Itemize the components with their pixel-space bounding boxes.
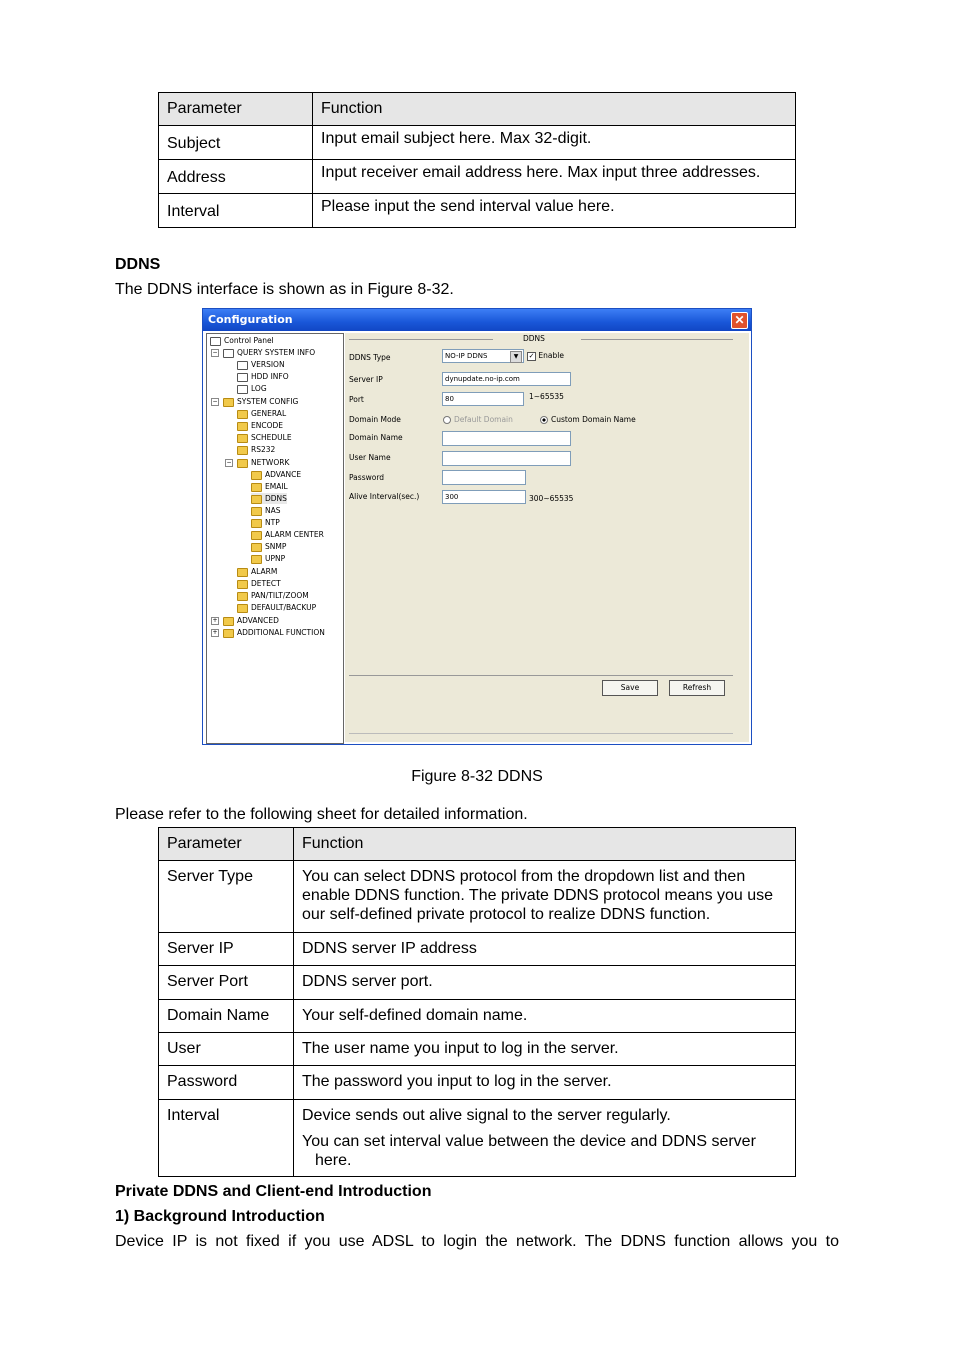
table-header-function: Function — [294, 828, 796, 861]
folder-icon — [251, 483, 262, 492]
interval-line-1: Device sends out alive signal to the server regularly. — [302, 1107, 671, 1124]
tree-item[interactable]: ADVANCE — [251, 469, 301, 480]
title-bar[interactable] — [203, 309, 751, 331]
background-heading: 1) Background Introduction — [115, 1208, 325, 1225]
table-cell: Password — [159, 1066, 294, 1100]
table-cell: Domain Name — [159, 1000, 294, 1033]
server-ip-label: Server IP — [349, 375, 383, 384]
expand-icon[interactable]: + — [212, 617, 218, 624]
default-domain-radio[interactable]: Default Domain — [443, 415, 513, 424]
alive-range: 300~65535 — [529, 494, 574, 503]
computer-icon — [210, 337, 221, 346]
table-cell: Server IP — [159, 933, 294, 966]
folder-icon — [237, 446, 248, 455]
table-cell: Input receiver email address here. Max input three addresses. — [313, 160, 796, 194]
table-cell: Subject — [159, 126, 313, 160]
collapse-icon[interactable]: − — [212, 349, 218, 356]
password-input[interactable] — [442, 470, 526, 485]
folder-icon — [223, 629, 234, 638]
radio-icon[interactable] — [443, 416, 451, 424]
divider — [349, 675, 733, 676]
ddns-heading: DDNS — [115, 256, 161, 273]
alive-interval-input[interactable]: 300 — [442, 490, 526, 504]
tree-item[interactable]: ADVANCED — [223, 615, 279, 626]
user-name-input[interactable] — [442, 451, 571, 466]
folder-icon — [237, 422, 248, 431]
table-cell: Input email subject here. Max 32-digit. — [313, 126, 796, 160]
table-cell: Interval — [159, 194, 313, 228]
folder-icon — [251, 471, 262, 480]
folder-icon — [237, 592, 248, 601]
check-icon[interactable]: ✓ — [528, 351, 535, 360]
table-cell: Interval — [159, 1100, 294, 1177]
tree-item[interactable]: SYSTEM CONFIG — [223, 396, 298, 407]
tree-item[interactable]: NTP — [251, 517, 280, 528]
folder-icon — [237, 580, 248, 589]
folder-icon — [251, 543, 262, 552]
folder-icon — [237, 410, 248, 419]
ddns-parameter-table — [158, 827, 796, 1177]
tree-item[interactable]: LOG — [237, 383, 267, 394]
save-button[interactable]: Save — [602, 680, 658, 696]
tree-item[interactable]: PAN/TILT/ZOOM — [237, 590, 309, 601]
window-title: Configuration — [208, 313, 293, 326]
folder-icon — [251, 555, 262, 564]
port-input[interactable]: 80 — [442, 392, 524, 406]
notepad-icon — [237, 385, 248, 394]
user-name-label: User Name — [349, 453, 391, 462]
collapse-icon[interactable]: − — [212, 398, 218, 405]
background-paragraph: Device IP is not fixed if you use ADSL to login the network. The DDNS function allows you to — [115, 1233, 839, 1250]
domain-name-input[interactable] — [442, 431, 571, 446]
chevron-down-icon[interactable]: ▼ — [510, 351, 522, 363]
tree-item[interactable]: QUERY SYSTEM INFO — [223, 347, 315, 358]
expand-icon[interactable]: + — [212, 629, 218, 636]
port-range: 1~65535 — [529, 392, 564, 401]
table-cell: DDNS server IP address — [294, 933, 796, 966]
divider — [349, 339, 493, 340]
folder-icon — [237, 434, 248, 443]
tree-item[interactable]: SCHEDULE — [237, 432, 292, 443]
config-tree — [206, 333, 344, 744]
folder-icon — [251, 507, 262, 516]
tree-item[interactable]: ADDITIONAL FUNCTION — [223, 627, 325, 638]
table-cell: The password you input to log in the server. — [294, 1066, 796, 1100]
tree-item[interactable]: EMAIL — [251, 481, 288, 492]
collapse-icon[interactable]: − — [226, 459, 232, 466]
table-header-parameter: Parameter — [159, 93, 313, 126]
table-cell: You can select DDNS protocol from the dropdown list and then enable DDNS function. The private DDNS protocol means you use our self-defined private protocol to realize DDNS function. — [294, 861, 796, 933]
close-icon[interactable]: ✕ — [731, 312, 748, 329]
server-ip-input[interactable]: dynupdate.no-ip.com — [442, 372, 571, 386]
divider — [349, 733, 733, 734]
section-title: DDNS — [523, 334, 545, 343]
tree-item[interactable]: GENERAL — [237, 408, 286, 419]
tree-item[interactable]: NAS — [251, 505, 281, 516]
folder-open-icon — [251, 495, 262, 504]
private-ddns-heading: Private DDNS and Client-end Introduction — [115, 1183, 432, 1200]
tree-item[interactable]: UPNP — [251, 553, 285, 564]
radio-selected-icon[interactable] — [540, 416, 548, 424]
interval-line-2: You can set interval value between the device and DDNS server here. — [302, 1133, 756, 1169]
ddns-panel — [345, 333, 749, 742]
folder-icon — [237, 568, 248, 577]
tree-item-selected[interactable]: DDNS — [251, 493, 287, 504]
sheet-intro: Please refer to the following sheet for detailed information. — [115, 806, 528, 823]
folder-icon — [237, 459, 248, 468]
table-header-parameter: Parameter — [159, 828, 294, 861]
ddns-type-label: DDNS Type — [349, 353, 391, 362]
tree-item[interactable]: RS232 — [237, 444, 275, 455]
domain-name-label: Domain Name — [349, 433, 403, 442]
ddns-intro: The DDNS interface is shown as in Figure 8-32. — [115, 281, 454, 298]
notepad-icon — [237, 361, 248, 370]
table-header-function: Function — [313, 93, 796, 126]
table-cell: DDNS server port. — [294, 966, 796, 1000]
folder-icon — [251, 519, 262, 528]
tree-item[interactable]: VERSION — [237, 359, 285, 370]
settings-icon — [223, 398, 234, 407]
table-cell: Server Type — [159, 861, 294, 933]
custom-domain-radio[interactable]: Custom Domain Name — [540, 415, 636, 424]
tree-item[interactable]: DEFAULT/BACKUP — [237, 602, 316, 613]
port-label: Port — [349, 395, 364, 404]
table-cell: Server Port — [159, 966, 294, 1000]
configuration-window — [202, 308, 752, 745]
domain-mode-label: Domain Mode — [349, 415, 401, 424]
ddns-type-select[interactable]: NO-IP DDNS ▼ — [442, 349, 524, 363]
tree-item[interactable]: NETWORK — [237, 457, 289, 468]
tree-item[interactable]: SNMP — [251, 541, 286, 552]
table-cell — [294, 1100, 796, 1177]
table-cell: Your self-defined domain name. — [294, 1000, 796, 1033]
enable-checkbox[interactable]: ✓ Enable — [528, 351, 564, 360]
folder-icon — [251, 531, 262, 540]
email-parameter-table — [158, 92, 796, 228]
tools-icon — [223, 617, 234, 626]
figure-caption: Figure 8-32 DDNS — [411, 768, 543, 785]
table-cell: Please input the send interval value here. — [313, 194, 796, 228]
password-label: Password — [349, 473, 385, 482]
table-cell: Address — [159, 160, 313, 194]
tree-item[interactable]: Control Panel — [210, 335, 274, 346]
tree-item[interactable]: ALARM CENTER — [251, 529, 324, 540]
refresh-button[interactable]: Refresh — [669, 680, 725, 696]
notepad-icon — [237, 373, 248, 382]
tree-item[interactable]: ALARM — [237, 566, 277, 577]
folder-icon — [237, 604, 248, 613]
alive-interval-label: Alive Interval(sec.) — [349, 492, 420, 501]
table-cell: User — [159, 1033, 294, 1066]
tree-item[interactable]: ENCODE — [237, 420, 283, 431]
tree-item[interactable]: HDD INFO — [237, 371, 289, 382]
divider — [581, 339, 733, 340]
table-cell: The user name you input to log in the server. — [294, 1033, 796, 1066]
tree-item[interactable]: DETECT — [237, 578, 281, 589]
notepad-icon — [223, 349, 234, 358]
